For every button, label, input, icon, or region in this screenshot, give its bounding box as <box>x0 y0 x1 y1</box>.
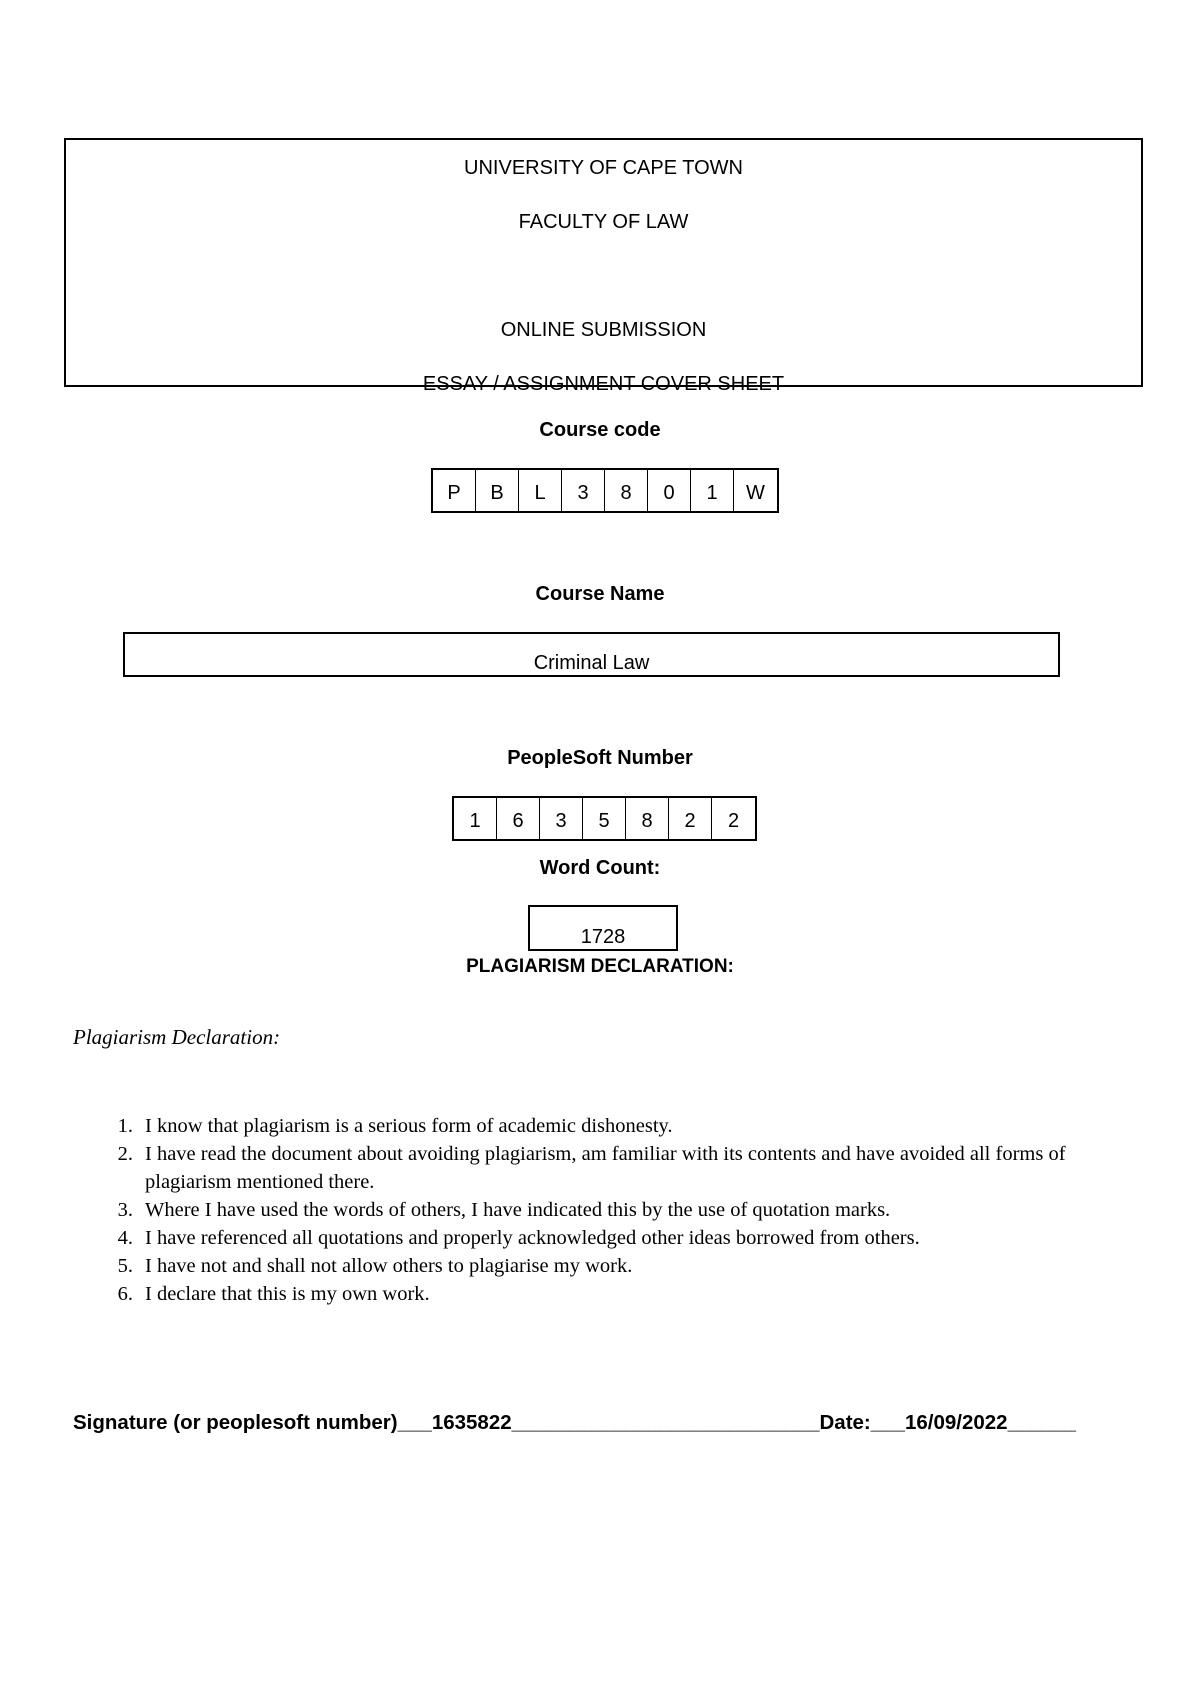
declaration-text: I have referenced all quotations and properly acknowledged other ideas borrowed from others. <box>145 1227 920 1249</box>
peoplesoft-digit: 3 <box>540 798 583 839</box>
declaration-list <box>105 1112 1135 1308</box>
declaration-number: 2. <box>117 1143 133 1165</box>
course-code-char: 8 <box>605 470 648 511</box>
declaration-text: Where I have used the words of others, I have indicated this by the use of quotation marks. <box>145 1199 891 1221</box>
declaration-text: I know that plagiarism is a serious form of academic dishonesty. <box>145 1115 673 1137</box>
declaration-item <box>105 1196 1135 1224</box>
date-value: 16/09/2022 <box>904 1411 1008 1434</box>
signature-fill: ___________________________ <box>511 1411 820 1434</box>
declaration-text: I have read the document about avoiding plagiarism, am familiar with its contents and have avoided all forms of plagiarism mentioned there. <box>145 1143 1066 1193</box>
course-name-box <box>123 632 1060 677</box>
plagiarism-heading: Plagiarism Declaration: <box>73 1025 281 1049</box>
course-code-boxes <box>431 468 779 513</box>
declaration-number: 6. <box>117 1283 133 1305</box>
university-name: UNIVERSITY OF CAPE TOWN <box>464 157 743 179</box>
peoplesoft-digit: 6 <box>497 798 540 839</box>
word-count-label: Word Count: <box>539 857 661 879</box>
declaration-number: 4. <box>117 1227 133 1249</box>
declaration-text: I have not and shall not allow others to plagiarise my work. <box>145 1255 633 1277</box>
declaration-text: I declare that this is my own work. <box>145 1283 430 1305</box>
peoplesoft-boxes <box>452 796 757 841</box>
sheet-title: ESSAY / ASSIGNMENT COVER SHEET <box>422 373 785 395</box>
date-label: Date: <box>819 1411 871 1434</box>
signature-value: 1635822 <box>431 1411 512 1434</box>
peoplesoft-digit: 8 <box>626 798 669 839</box>
course-code-char: P <box>433 470 476 511</box>
faculty-name: FACULTY OF LAW <box>518 211 689 233</box>
course-code-char: 0 <box>648 470 691 511</box>
course-name-label: Course Name <box>535 583 665 605</box>
date-fill: ______ <box>1007 1411 1076 1434</box>
signature-line <box>73 1411 1076 1435</box>
signature-lead: ___ <box>397 1411 432 1434</box>
course-code-char: L <box>519 470 562 511</box>
course-code-char: W <box>746 482 765 504</box>
submission-type: ONLINE SUBMISSION <box>500 319 707 341</box>
peoplesoft-digit: 1 <box>454 798 497 839</box>
course-code-char: 3 <box>562 470 605 511</box>
course-code-char: 1 <box>691 470 734 511</box>
peoplesoft-digit: 5 <box>583 798 626 839</box>
header-box <box>64 138 1143 395</box>
word-count-value: 1728 <box>580 926 626 948</box>
declaration-item <box>105 1140 1135 1196</box>
peoplesoft-label: PeopleSoft Number <box>507 747 693 769</box>
declaration-item <box>105 1224 1135 1252</box>
course-code-char: B <box>476 470 519 511</box>
declaration-item <box>105 1252 1135 1280</box>
declaration-item <box>105 1112 1135 1140</box>
course-name-value: Criminal Law <box>533 652 650 674</box>
course-code-label: Course code <box>539 419 661 441</box>
signature-label: Signature (or peoplesoft number) <box>73 1411 398 1434</box>
declaration-item <box>105 1280 1135 1308</box>
peoplesoft-digit: 2 <box>669 798 712 839</box>
date-lead: ___ <box>870 1411 905 1434</box>
plagiarism-section-title: PLAGIARISM DECLARATION: <box>466 956 734 977</box>
declaration-number: 1. <box>117 1115 133 1137</box>
peoplesoft-digit: 2 <box>727 810 740 832</box>
declaration-number: 5. <box>117 1255 133 1277</box>
word-count-box <box>528 905 678 951</box>
declaration-number: 3. <box>117 1199 133 1221</box>
